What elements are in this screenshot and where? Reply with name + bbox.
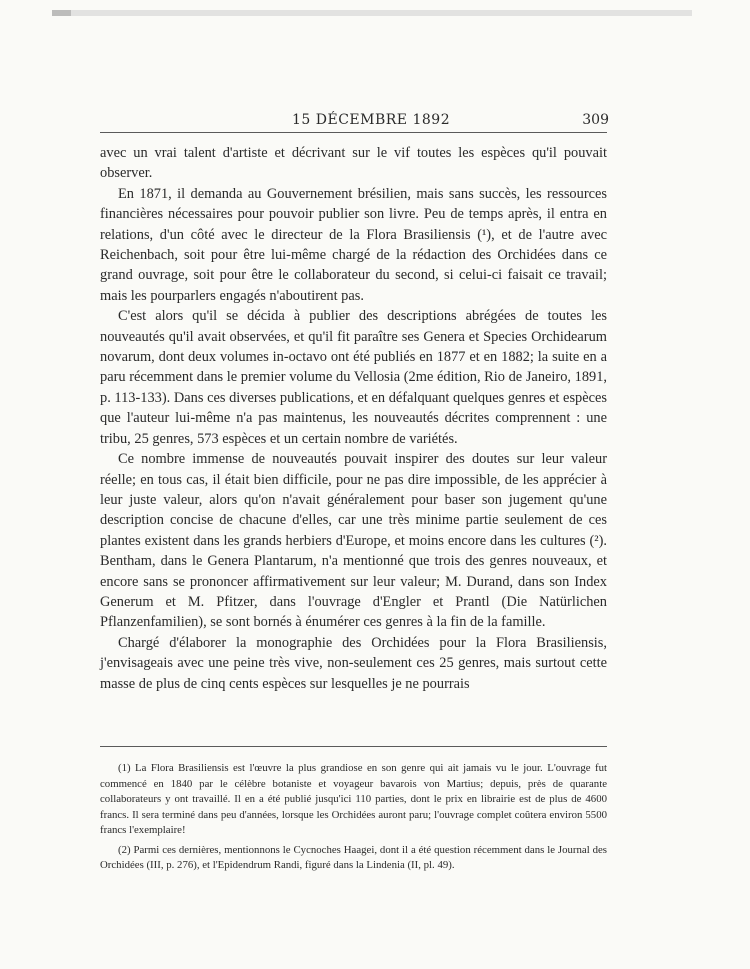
paragraph-4: Ce nombre immense de nouveautés pouvait inspirer des doutes sur leur valeur réelle; en tous cas, il était bien difficile, pour ne pas dire impossible, de les apprécier à leur juste valeur, alors qu'on n'avait généralement pour baser son jugement qu'une description concise de chacune d'elles, car une très minime partie seulement de ces plantes existent dans les grands herbiers d'Europe, et moins encore dans les cultures (²). Bentham, dans le Genera Plantarum, n'a mentionné que trois des genres nouveaux, et encore sans se prononcer affirmativement sur leur valeur; M. Durand, dans son Index Generum et M. Pfitzer, dans l'ouvrage d'Engler et Prantl (Die Natürlichen Pflanzenfamilien), se sont bornés à énumérer ces genres à la fin de la famille.: [100, 451, 607, 631]
scan-edge: [52, 10, 692, 16]
footnote-2: (2) Parmi ces dernières, mentionnons le Cycnoches Haagei, dont il a été question récemment dans le Journal des Orchidées (III, p. 276), et l'Epidendrum Randi, figuré dans la Lindenia (II, pl. 49).: [100, 843, 607, 871]
paragraph-2: En 1871, il demanda au Gouvernement brésilien, mais sans succès, les ressources financières nécessaires pour pouvoir publier son livre. Peu de temps après, il entra en relations, d'un côté avec le directeur de la Flora Brasiliensis (¹), et de l'autre avec Reichenbach, soit pour être lui-même chargé de la rédaction des Orchidées dans ce grand ouvrage, soit pour être le collaborateur du second, si celui-ci faisait ce travail; mais les pourparlers engagés n'aboutirent pas.: [100, 185, 607, 304]
footnote-1: (1) La Flora Brasiliensis est l'œuvre la plus grandiose en son genre qui ait jamais vu le jour. L'ouvrage fut commencé en 1840 par le célèbre botaniste et voyageur bavarois von Martius; depuis, près de quarante collaborateurs y ont travaillé. Il en a été publié jusqu'ici 110 parties, dont le prix en librairie est de plus de 4600 francs. Il sera terminé dans peu d'années, lorsque les Orchidées auront paru; l'ouvrage complet coûtera environ 5500 francs l'exemplaire!: [100, 762, 607, 836]
header-date: 15 DÉCEMBRE 1892: [292, 112, 451, 128]
page-body: [100, 108, 607, 694]
footnotes: [100, 746, 607, 878]
main-text: [100, 143, 607, 694]
paragraph-1: avec un vrai talent d'artiste et décrivant sur le vif toutes les espèces qu'il pouvait observer.: [100, 145, 607, 182]
running-header: [100, 108, 607, 133]
paragraph-5: Chargé d'élaborer la monographie des Orchidées pour la Flora Brasiliensis, j'envisageais avec une peine très vive, non-seulement ces 25 genres, mais surtout cette masse de plus de cinq cents espèces sur lesquelles je ne pourrais: [100, 634, 607, 692]
page-number: 309: [582, 112, 609, 128]
paragraph-3: C'est alors qu'il se décida à publier des descriptions abrégées de toutes les nouveautés qu'il avait observées, et qu'il fit paraître ses Genera et Species Orchidearum novarum, dont deux volumes in-octavo ont été publiés en 1877 et en 1882; la suite en a paru récemment dans le premier volume du Vellosia (2me édition, Rio de Janeiro, 1891, p. 113-133). Dans ces diverses publications, et en défalquant quelques genres et espèces que l'auteur lui-même n'a pas maintenus, les nouveautés décrites comprennent : une tribu, 25 genres, 573 espèces et un certain nombre de variétés.: [100, 308, 607, 447]
